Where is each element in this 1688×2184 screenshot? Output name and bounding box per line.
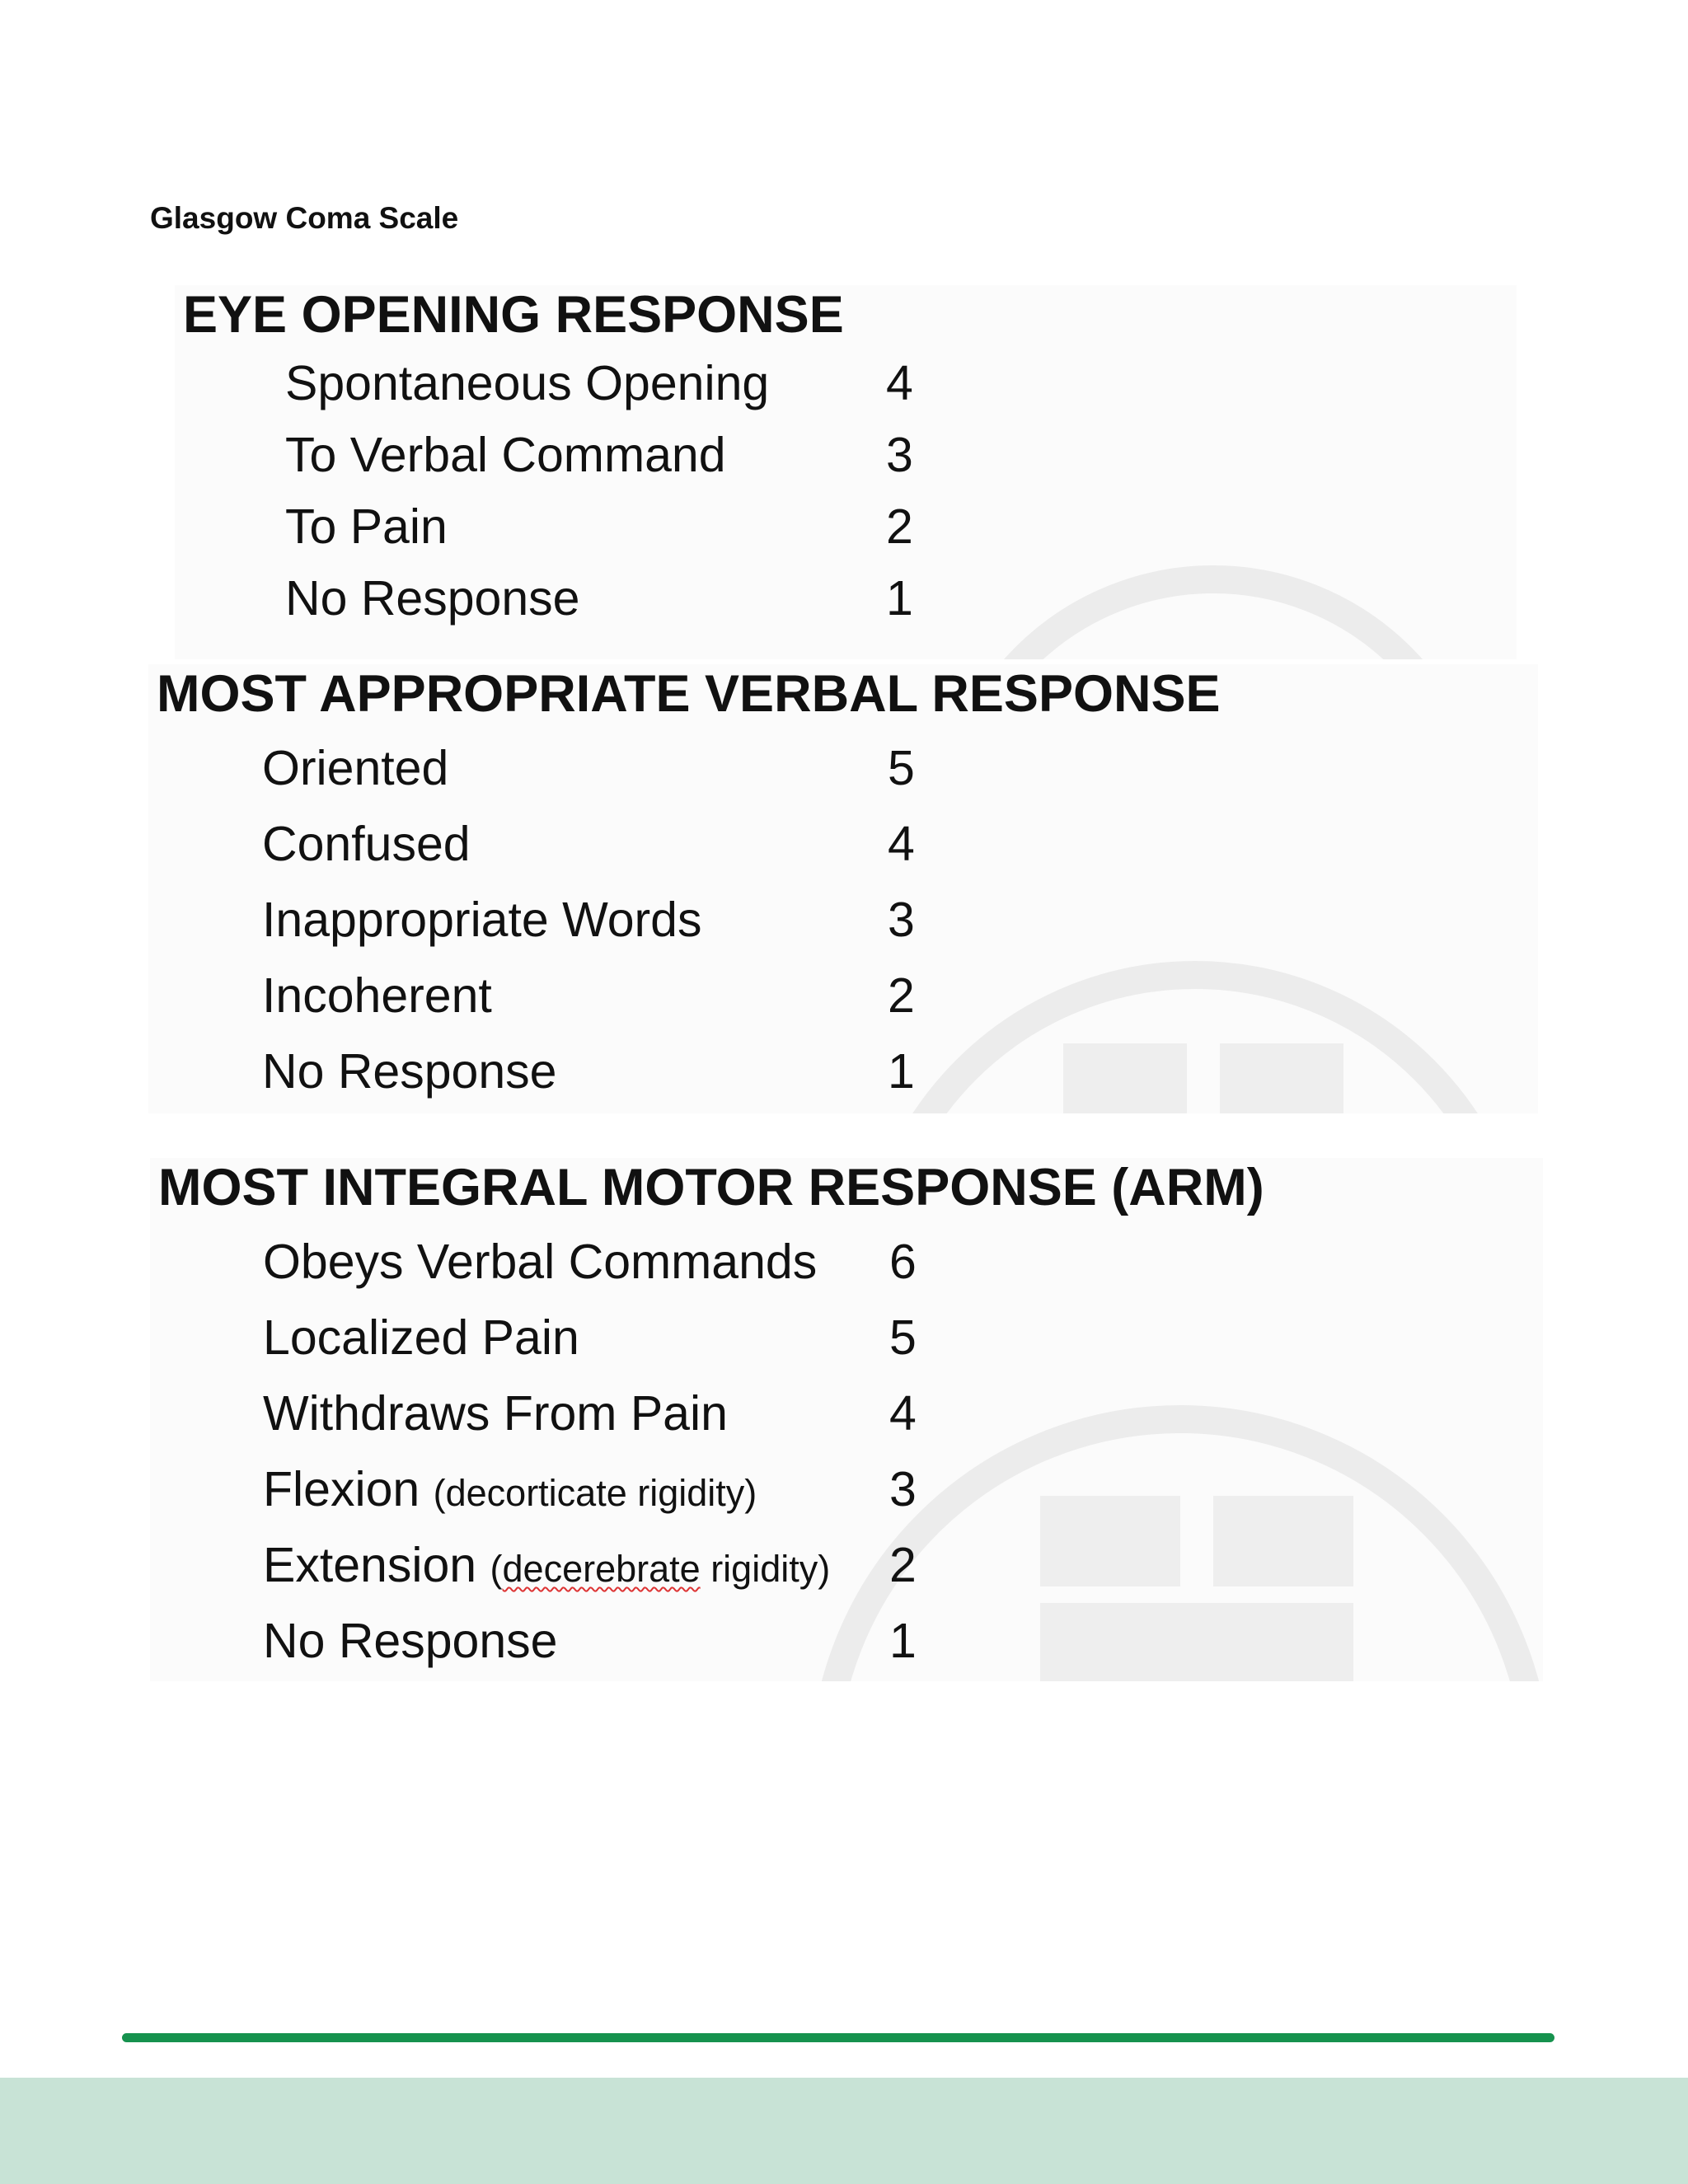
- watermark-crest: [1220, 1043, 1343, 1113]
- row-label: Confused: [262, 817, 471, 871]
- spellcheck-underlined-word: decerebrate: [502, 1548, 701, 1590]
- row-label: Oriented: [262, 741, 449, 795]
- note-close: rigidity): [626, 1472, 757, 1514]
- row-score: 2: [886, 499, 913, 554]
- row-label: Spontaneous Opening: [285, 356, 770, 410]
- watermark-seal: [857, 961, 1533, 1113]
- section-heading: MOST APPROPRIATE VERBAL RESPONSE: [157, 665, 1221, 723]
- motor-response-section: [150, 1158, 1543, 1681]
- row-label-text: Flexion: [263, 1462, 420, 1516]
- row-label: [263, 1461, 757, 1517]
- row-score: 2: [888, 968, 915, 1023]
- row-score: 1: [888, 1044, 915, 1099]
- watermark-crest: [1063, 1043, 1187, 1113]
- note-open: (: [490, 1548, 503, 1590]
- row-label: Incoherent: [262, 968, 492, 1023]
- watermark-crest: [1040, 1603, 1353, 1681]
- document-title: Glasgow Coma Scale: [150, 201, 459, 235]
- row-label: To Pain: [285, 499, 448, 554]
- row-score: 1: [886, 571, 913, 626]
- row-label: Withdraws From Pain: [263, 1386, 728, 1441]
- row-label: No Response: [263, 1614, 558, 1668]
- row-score: 6: [889, 1235, 917, 1289]
- row-score: 1: [889, 1614, 917, 1668]
- row-label: No Response: [262, 1044, 557, 1099]
- footer-band: [0, 2078, 1688, 2184]
- note-close: rigidity): [700, 1548, 831, 1590]
- row-label: [263, 1537, 830, 1593]
- row-score: 5: [888, 741, 915, 795]
- row-label-text: Extension: [263, 1538, 477, 1592]
- row-score: 3: [886, 428, 913, 482]
- section-heading: EYE OPENING RESPONSE: [183, 286, 844, 344]
- note-open: (: [433, 1472, 446, 1514]
- row-score: 4: [886, 356, 913, 410]
- row-score: 5: [889, 1310, 917, 1365]
- row-label: No Response: [285, 571, 580, 626]
- watermark-crest: [1213, 1496, 1353, 1586]
- row-score: 4: [888, 817, 915, 871]
- row-label: Localized Pain: [263, 1310, 579, 1365]
- row-score: 3: [889, 1462, 917, 1516]
- row-label: Inappropriate Words: [262, 893, 702, 947]
- watermark-seal: [933, 565, 1493, 659]
- section-heading: MOST INTEGRAL MOTOR RESPONSE (ARM): [158, 1159, 1264, 1216]
- row-note: [434, 1472, 757, 1514]
- verbal-response-section: [148, 664, 1538, 1113]
- watermark-crest: [1040, 1496, 1180, 1586]
- footer-divider: [122, 2033, 1554, 2042]
- row-score: 2: [889, 1538, 917, 1592]
- row-score: 3: [888, 893, 915, 947]
- note-word: decorticate: [445, 1472, 627, 1514]
- row-note: [490, 1548, 831, 1590]
- row-score: 4: [889, 1386, 917, 1441]
- eye-opening-section: [175, 285, 1517, 659]
- row-label: To Verbal Command: [285, 428, 726, 482]
- row-label: Obeys Verbal Commands: [263, 1235, 818, 1289]
